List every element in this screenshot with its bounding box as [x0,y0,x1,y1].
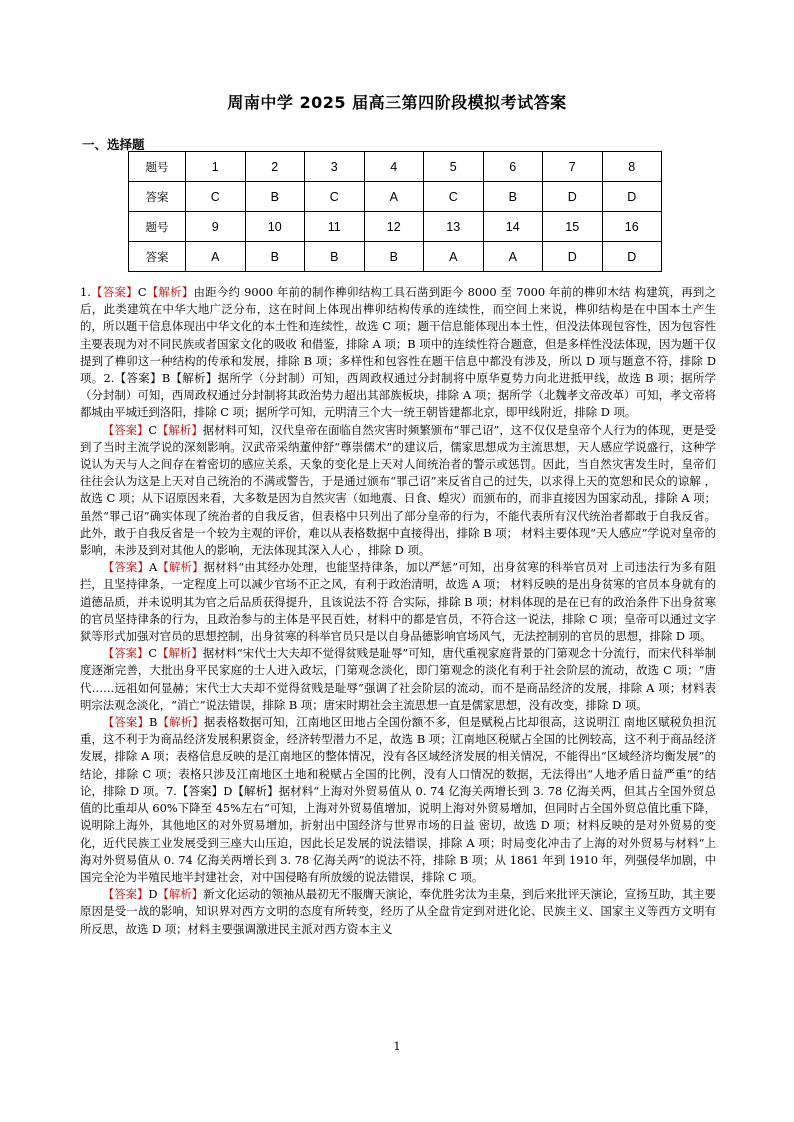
answer-letter: C [148,646,158,661]
table-row [129,152,662,182]
analysis-tag: 【解析】 [157,560,204,575]
analysis-text: 由距今约 9000 年前的制作榫卯结构工具石凿到距今 8000 至 7000 年前的榫卯木结 构建筑，再到之后，此类建筑在中华大地广泛分布，这在时间上体现出榫卯结构传承的连续性，而空间上来说，榫卯结构是在中国本土产生的，所以题干信息体现出中华文化的本土性和连续性，故选 C 项；题干信息能体现出本土性，但没法体现包容性，因为包容性主要表现为对不同民族或者国家文化的吸收 和借鉴，排除 A 项；B 项中的连续性符合题意，但是多样性没法体现，因为题干仅提到了榫卯这一种结构的传承和发展，排除 B 项；多样性和包容性在题干信息中都没有涉及，所以 D 项与题意不符，排除 D 项。2.【答案】B【解析】据所学（分封制）可知，西周政权通过分封制将中原华夏势力向北进抵甲线，故选 B 项；据所学（分封制）可知，西周政权通过分封制将其政治势力超出其部族板块，排除 A 项；据所学（北魏孝文帝改革）可知，孝文帝将都城由平城迁到洛阳，排除 C 项；据所学可知，元明清三个大一统王朝皆建都北京，即甲线附近，排除 D 项。 [80,285,716,420]
answer-explanation [80,886,716,938]
table-cell: 1 [186,152,246,182]
table-cell: 12 [364,212,424,242]
table-cell: B [245,182,305,212]
table-cell: A [364,182,424,212]
row-label: 题号 [129,152,186,182]
answer-tag: 【答案】 [102,646,149,661]
answer-explanation [80,422,716,560]
answer-letter: C [137,285,147,299]
analysis-tag: 【解析】 [157,646,203,661]
explanation-body [80,284,716,938]
answer-tag: 【答案】 [102,715,150,730]
answer-letter: C [148,422,158,437]
table-cell: 16 [602,212,662,242]
answer-letter: B [149,715,158,730]
table-cell: B [305,242,365,272]
table-cell: D [602,182,662,212]
answer-explanation [80,284,716,422]
table-cell: 4 [364,152,424,182]
analysis-text: 据材料“宋代士大夫却不觉得贫贱是耻辱”可知，唐代重视家庭背景的门第观念十分流行，而宋代科举制度逐渐完善，大批出身平民家庭的士人进入政坛，门第观念淡化，即门第观念的淡化有利于社会阶层的流动，故选 C 项；“唐代……远祖如何显赫；宋代士大夫却不觉得贫贱是耻辱”强调了社会阶层的流动，而不是商品经济的发展，排除 A 项；材料表明宗法观念淡化，“消亡”说法错误，排除 B 项；唐宋时期社会主流思想一直是儒家思想，没有改变，排除 D 项。 [80,646,716,712]
table-cell: 5 [424,152,484,182]
table-cell: A [424,242,484,272]
row-label: 答案 [129,242,186,272]
table-cell: D [543,242,603,272]
table-row [129,182,662,212]
table-cell: 8 [602,152,662,182]
table-cell: C [186,182,246,212]
table-cell: C [305,182,365,212]
table-cell: 2 [245,152,305,182]
page-title: 周南中学 2025 届高三第四阶段模拟考试答案 [227,93,567,112]
table-cell: A [483,242,543,272]
table-cell: 14 [483,212,543,242]
table-cell: 9 [186,212,246,242]
table-row [129,212,662,242]
table-cell: 11 [305,212,365,242]
table-cell: 15 [543,212,603,242]
table-cell: B [483,182,543,212]
row-label: 答案 [129,182,186,212]
page-number: 1 [393,1040,401,1053]
table-cell: 13 [424,212,484,242]
answer-tag: 【答案】 [102,422,149,437]
analysis-tag: 【解析】 [146,285,194,299]
answer-table [128,151,662,272]
table-cell: 7 [543,152,603,182]
answer-letter: A [149,560,158,575]
table-cell: C [424,182,484,212]
table-cell: 6 [483,152,543,182]
table-cell: D [543,182,603,212]
answer-explanation [80,645,716,714]
analysis-tag: 【解析】 [157,887,204,902]
table-cell: 3 [305,152,365,182]
question-number: 1. [80,285,91,299]
table-cell: A [186,242,246,272]
analysis-text: 据材料“由其经办处理，也能坚持律条，加以严惩”可知，出身贫寒的科举官员对 上司违法行为多有阻拦，且坚持律条，一定程度上可以减少官场不正之风，有利于政治清明，故选 A 项； 材料反映的是出身贫寒的官员本身就有的道德品质，并未说明其为官之后品质获得提升，且该说法不符 合实际，排除 B 项；材料体现的是在已有的政治条件下出身贫寒的官员坚持律条的行为，且政治参与的主体是平民百姓，材料中的都是官员，不符合这一说法，排除 C 项；皇帝可以通过文字狱等形式加强对官员的思想控制，出身贫寒的科举官员只是以自身品德影响官场风气，无法控制别的官员的思想，排除 D 项。 [80,560,716,644]
table-cell: D [602,242,662,272]
answer-letter: D [148,887,158,902]
table-row [129,242,662,272]
analysis-text: 新文化运动的领袖从最初无不服膺天演论，奉优胜劣汰为圭臬，到后来批评天演论，宣扬互助，其主要原因是受一战的影响，知识界对西方文明的态度有所转变，经历了从全盘肯定到对进化论、民族主义、国家主义等西方文明有所反思，故选 D 项；材料主要强调激进民主派对西方资本主义 [80,887,716,936]
analysis-tag: 【解析】 [157,715,204,730]
answer-tag: 【答案】 [102,887,149,902]
table-cell: 10 [245,212,305,242]
table-cell: B [364,242,424,272]
section-heading: 一、选择题 [82,137,145,152]
analysis-text: 据表格数据可知，江南地区田地占全国份额不多，但是赋税占比却很高，这说明江 南地区赋税负担沉重，这不利于为商品经济发展积累资金，经济转型潜力不足，故选 B 项；江南地区税赋占全国的比例较高，这不利于商品经济发展，排除 A 项；表格信息反映的是江南地区的整体情况，没有各区域经济发展的相关情况，不能得出“区域经济均衡发展”的结论，排除 C 项；表格只涉及江南地区土地和税赋占全国的比例，没有人口情况的数据，无法得出“人地矛盾日益严重”的结论，排除 D 项。7.【答案】D【解析】据材料“上海对外贸易值从 0. 74 亿海关两增长到 3. 78 亿海关两，但其占全国外贸总值的比重却从 60%下降至 45%左右”可知，上海对外贸易值增加，说明上海对外贸易增加，但同时占全国外贸总值比重下降，说明除上海外，其他地区的对外贸易增加，折射出中国经济与世界市场的日益 密切，故选 D 项；材料反映的是对外贸易的变化，近代民族工业发展受到三座大山压迫，因此长足发展的说法错误，排除 A 项；时局变化冲击了上海的对外贸易与材料“上海对外贸易值从 0. 74 亿海关两增长到 3. 78 亿海关两”的说法不符，排除 B 项；从 1861 年到 1910 年，列强侵华加剧，中国完全沦为半殖民地半封建社会，对中国侵略有所放缓的说法错误，排除 C 项。 [80,715,716,884]
answer-explanation [80,714,716,886]
analysis-text: 据材料可知，汉代皇帝在面临自然灾害时频繁颁布“罪己诏”，这不仅仅是皇帝个人行为的体现，更是受到了当时主流学说的深刻影响。汉武帝采纳董仲舒“尊崇儒术”的建议后，儒家思想成为主流思想，天人感应学说盛行，这种学说认为天与人之间存在着密切的感应关系，天象的变化是上天对人间统治者的警示或惩罚。因此，当自然灾害发生时，皇帝们往往会认为这是上天对自己统治的不满或警告，于是通过颁布“罪己诏”来反省自己的过失，以求得上天的宽恕和民众的谅解 ，故选 C 项；从下诏原因来看，大多数是因为自然灾害（如地震、日食、蝗灾）而颁布的，而非直接因为国家动乱，排除 A 项；虽然“罪己诏”确实体现了统治者的自我反省，但表格中只列出了部分皇帝的行为，不能代表所有汉代统治者都敢于自我反省。此外，敢于自我反省是一个较为主观的评价，难以从表格数据中直接得出，排除 B 项； 材料主要体现“天人感应”学说对皇帝的影响，未涉及到对其他人的影响，无法体现其深入人心 ，排除 D 项。 [80,422,716,558]
row-label: 题号 [129,212,186,242]
answer-explanation [80,559,716,645]
answer-tag: 【答案】 [90,285,138,299]
analysis-tag: 【解析】 [157,422,203,437]
table-cell: B [245,242,305,272]
answer-tag: 【答案】 [102,560,150,575]
